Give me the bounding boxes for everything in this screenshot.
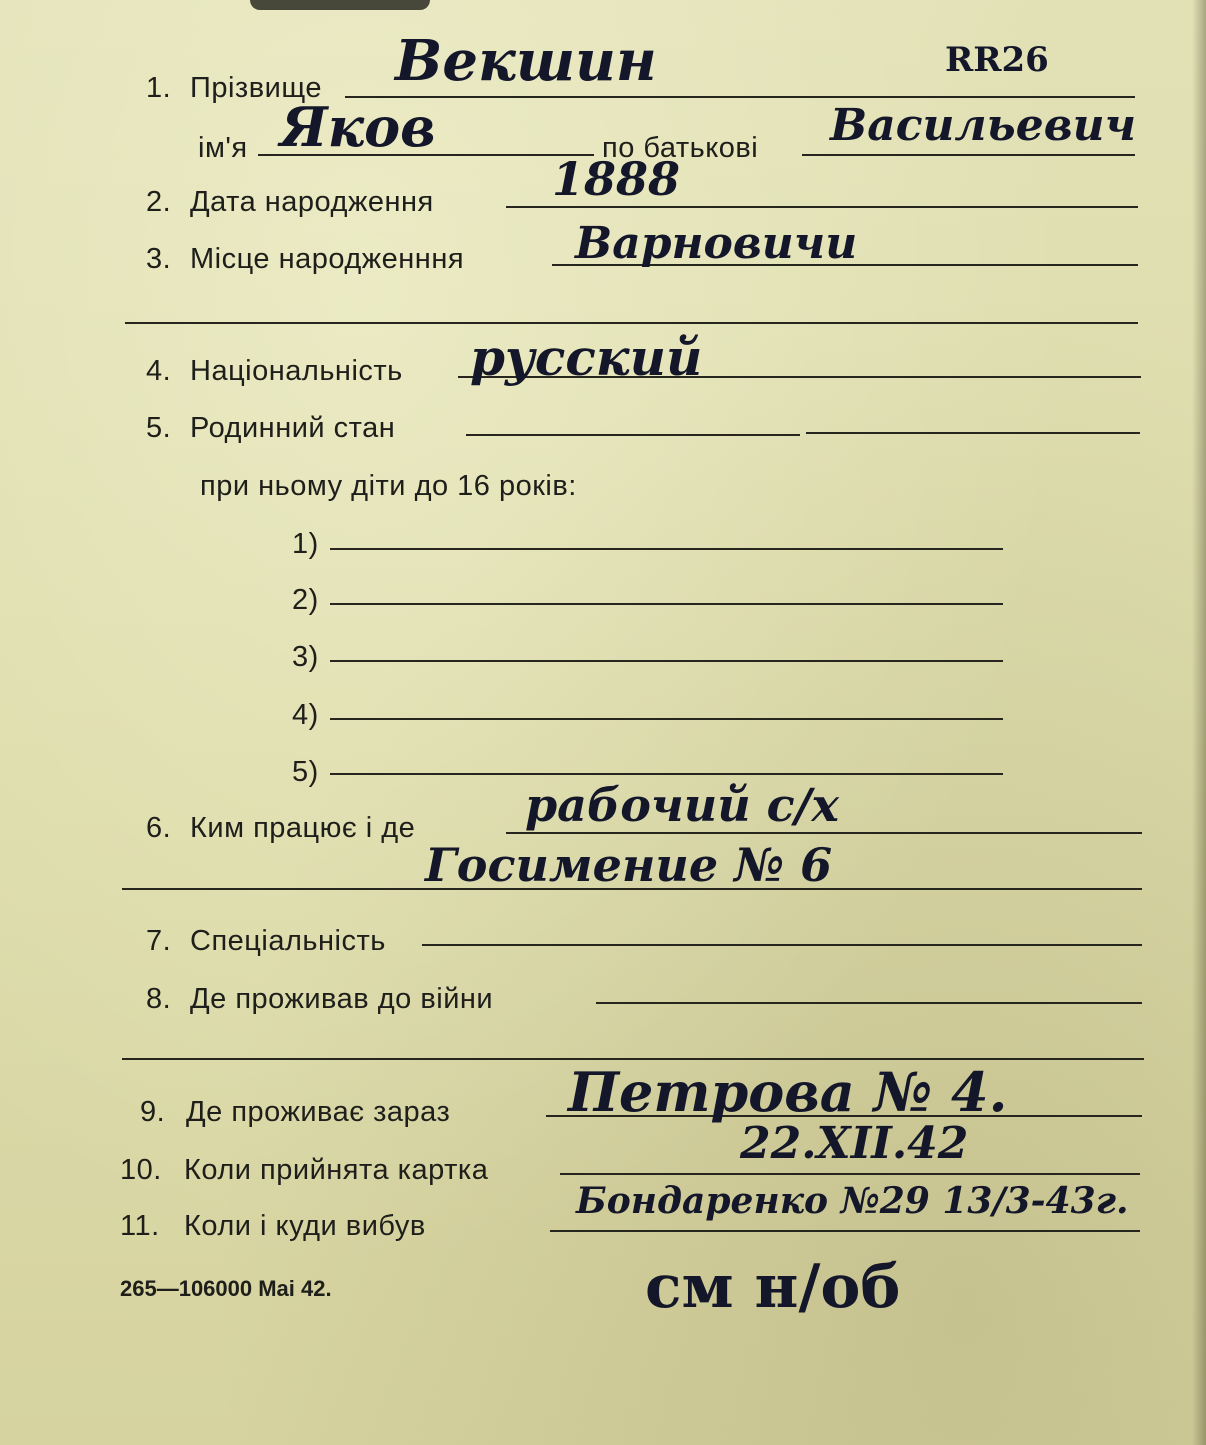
field-11-number: 11. xyxy=(120,1210,160,1242)
field-7-number: 7. xyxy=(146,925,172,957)
field-10-label: Коли прийнята картка xyxy=(184,1154,489,1186)
field-8-number: 8. xyxy=(146,983,172,1015)
field-1b-label: ім'я xyxy=(198,132,248,164)
field-4-label: Національність xyxy=(190,355,403,387)
field-6-extra-line xyxy=(122,888,1142,890)
field-1-line xyxy=(345,96,1135,98)
field-11-label: Коли і куди вибув xyxy=(184,1210,426,1242)
field-6-label: Ким працює і де xyxy=(190,812,416,844)
child-3-line xyxy=(330,660,1003,662)
birth-date-handwritten: 1888 xyxy=(552,152,681,206)
field-1-number: 1. xyxy=(146,72,172,104)
child-1-line xyxy=(330,548,1003,550)
first-name-handwritten: Яков xyxy=(280,95,436,159)
field-8-label: Де проживав до війни xyxy=(190,983,494,1015)
field-6-line xyxy=(506,832,1142,834)
work-line2-handwritten: Госимение № 6 xyxy=(425,838,833,892)
field-11-line xyxy=(550,1230,1140,1232)
corner-code-handwritten: RR26 xyxy=(945,40,1049,80)
field-3-label: Місце народженння xyxy=(190,243,465,275)
field-4-number: 4. xyxy=(146,355,172,387)
field-7-label: Спеціальність xyxy=(190,925,386,957)
field-1c-label: по батькові xyxy=(602,132,759,164)
child-4-line xyxy=(330,718,1003,720)
torn-edge xyxy=(250,0,430,10)
child-5-line xyxy=(330,773,1003,775)
field-2-line xyxy=(506,206,1138,208)
work-line1-handwritten: рабочий с/х xyxy=(525,778,839,832)
field-10-number: 10. xyxy=(120,1154,162,1186)
child-1-label: 1) xyxy=(292,528,319,560)
field-9-label: Де проживає зараз xyxy=(186,1096,451,1128)
field-6-number: 6. xyxy=(146,812,172,844)
children-label: при ньому діти до 16 років: xyxy=(200,470,577,502)
field-2-number: 2. xyxy=(146,186,172,218)
nationality-handwritten: русский xyxy=(470,328,703,387)
birth-place-handwritten: Варновичи xyxy=(575,218,858,269)
child-3-label: 3) xyxy=(292,641,319,673)
child-2-line xyxy=(330,603,1003,605)
field-10-line xyxy=(560,1173,1140,1175)
field-9-number: 9. xyxy=(140,1096,166,1128)
field-8-line xyxy=(596,1002,1142,1004)
field-1c-line xyxy=(802,154,1135,156)
field-5-number: 5. xyxy=(146,412,172,444)
current-address-handwritten: Петрова № 4. xyxy=(568,1060,1008,1124)
field-1-label: Прізвище xyxy=(190,72,322,104)
child-4-label: 4) xyxy=(292,699,319,731)
field-7-line xyxy=(422,944,1142,946)
departure-handwritten: Бондаренко №29 13/3-43г. xyxy=(576,1180,1129,1222)
note-handwritten: см н/об xyxy=(645,1252,901,1322)
field-3-extra-line xyxy=(125,322,1138,324)
surname-handwritten: Векшин xyxy=(395,28,657,94)
field-5-line-b xyxy=(806,432,1140,434)
patronymic-handwritten: Васильевич xyxy=(830,100,1137,151)
field-3-number: 3. xyxy=(146,243,172,275)
child-5-label: 5) xyxy=(292,756,319,788)
card-date-handwritten: 22.XII.42 xyxy=(740,1118,969,1169)
print-imprint: 265—106000 Mai 42. xyxy=(120,1276,332,1301)
field-5-label: Родинний стан xyxy=(190,412,396,444)
child-2-label: 2) xyxy=(292,584,319,616)
field-2-label: Дата народження xyxy=(190,186,434,218)
field-5-line-a xyxy=(466,434,800,436)
card-edge-shadow xyxy=(1192,0,1206,1445)
